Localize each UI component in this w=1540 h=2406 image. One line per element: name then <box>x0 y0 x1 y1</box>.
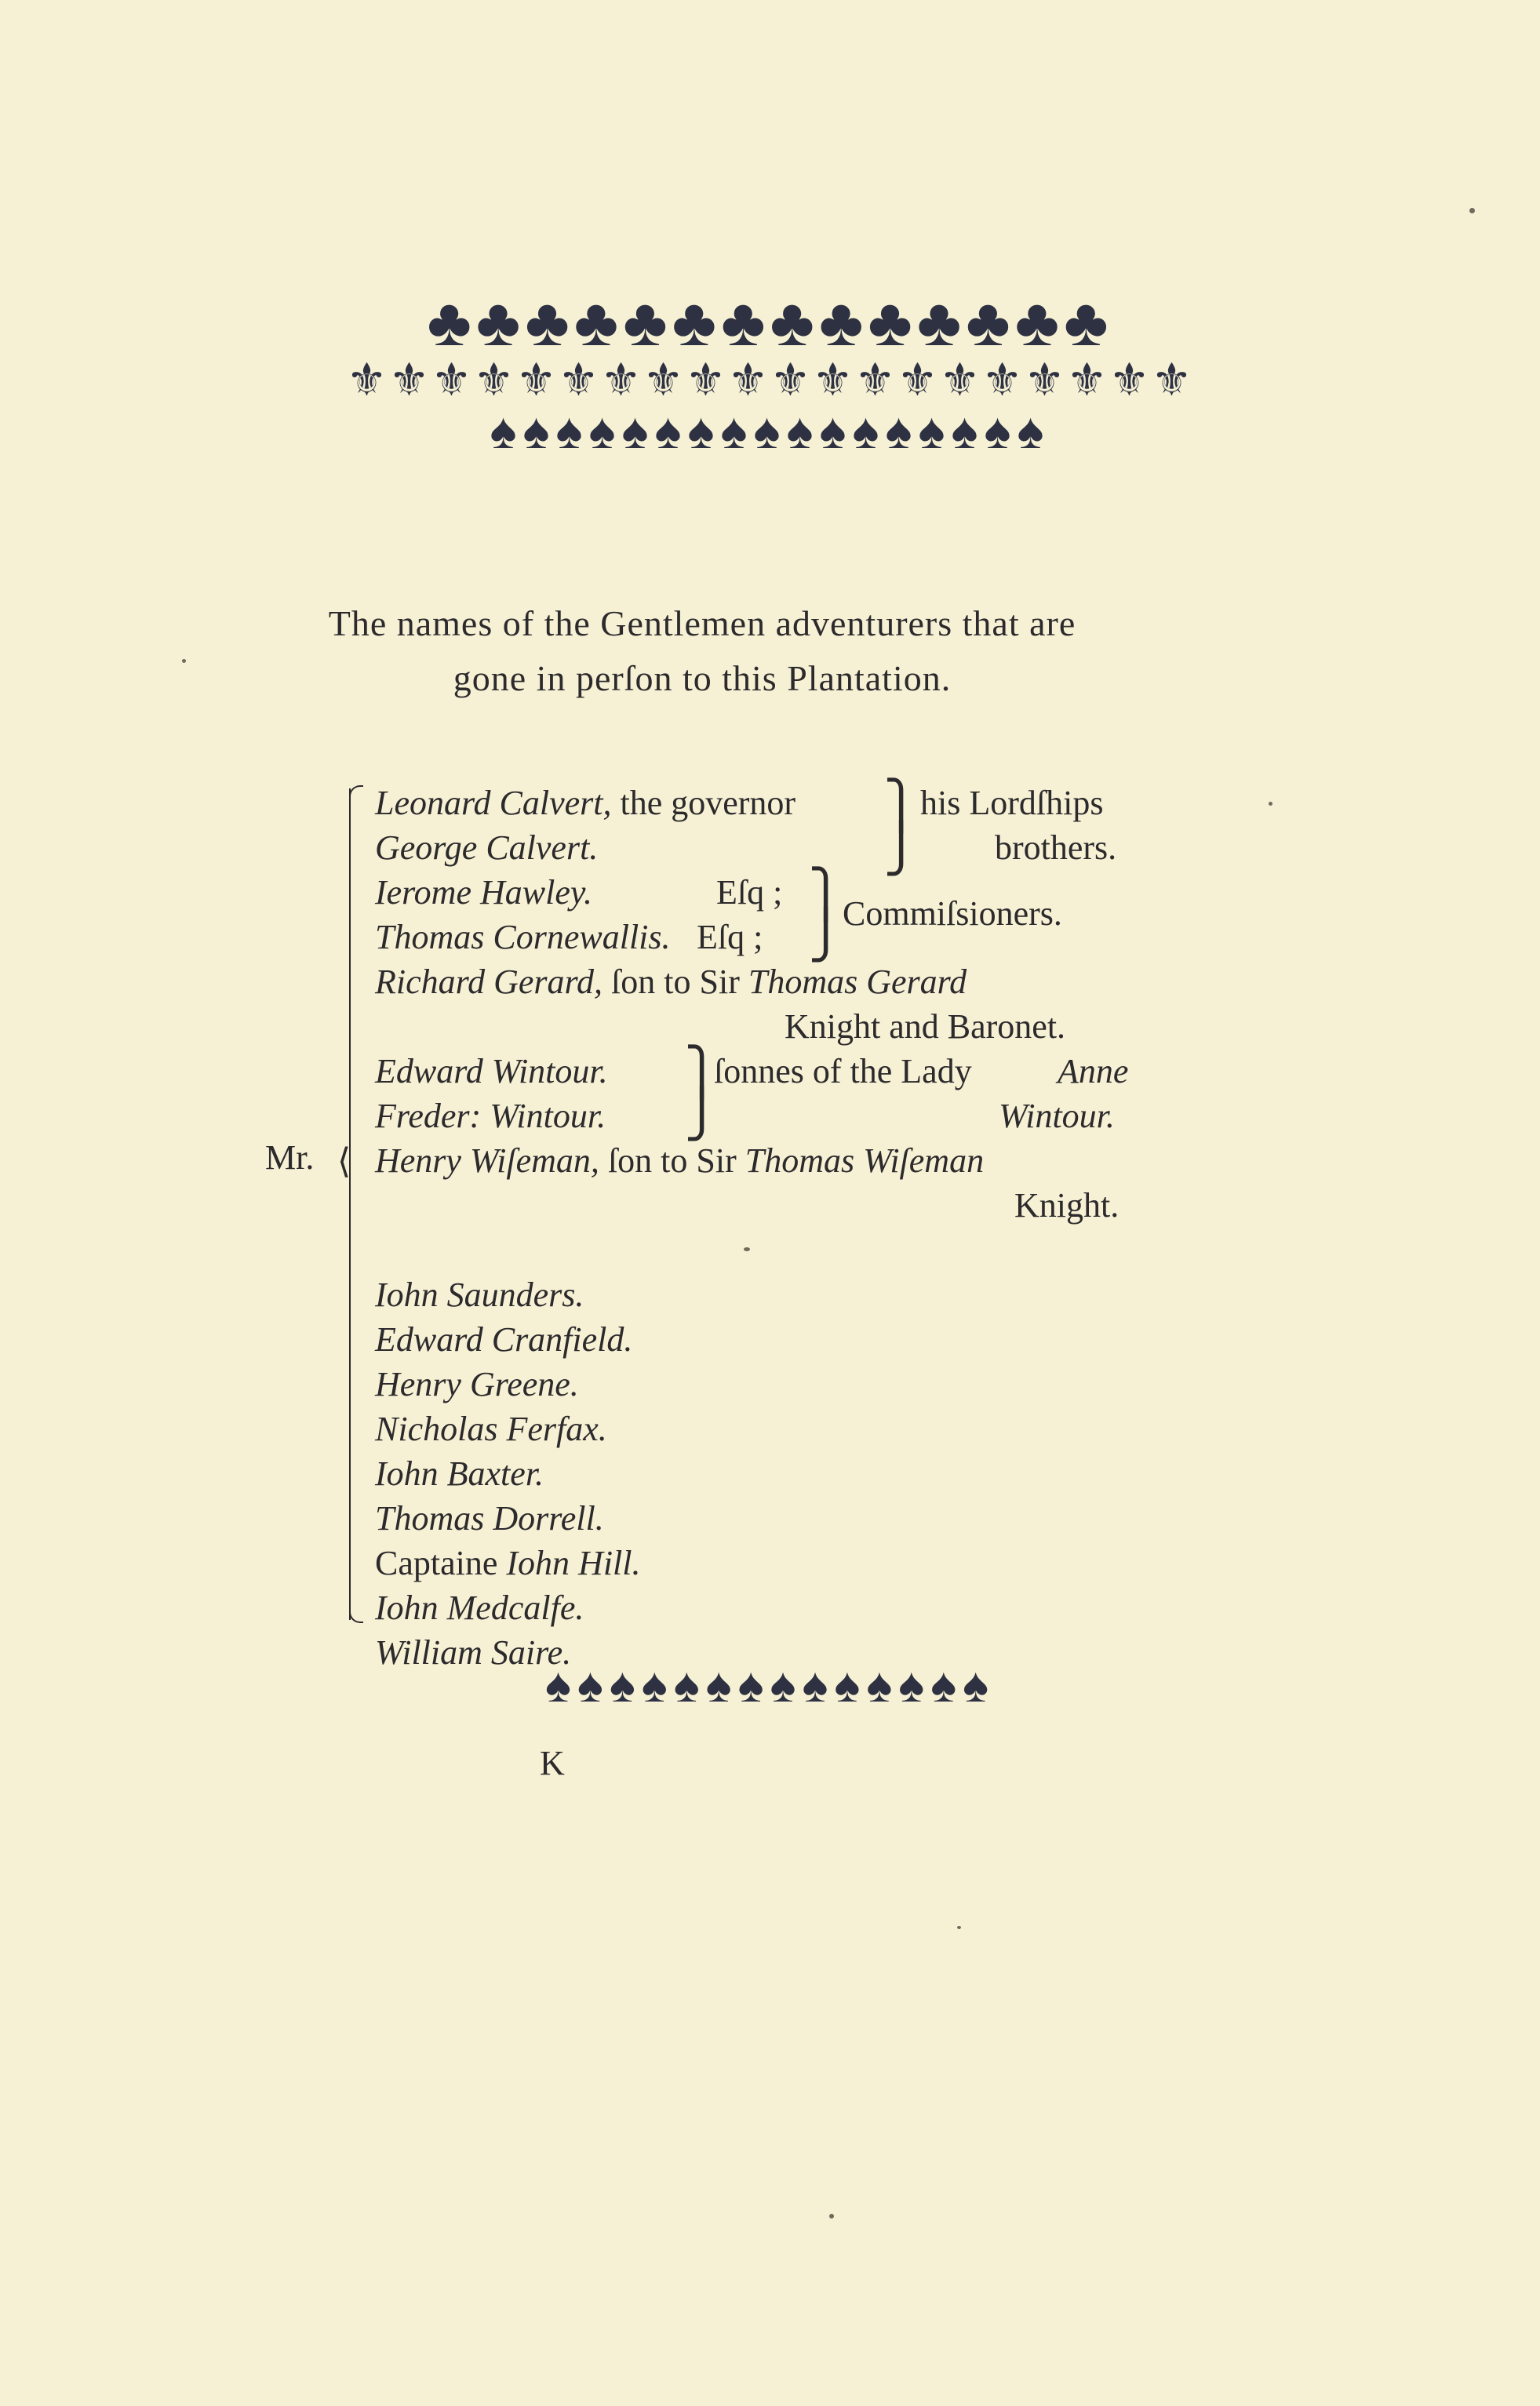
person-name: Edward Wintour. <box>375 1052 608 1090</box>
list-item <box>375 1004 1160 1049</box>
person-name: Henry Greene. <box>375 1365 579 1403</box>
ornament-row: ♠♠♠♠♠♠♠♠♠♠♠♠♠♠ <box>544 1659 996 1713</box>
paper-speck <box>1269 802 1272 806</box>
right-brace: ⎭ <box>684 1088 719 1140</box>
person-name: Henry Wiſeman, <box>375 1141 599 1180</box>
list-item <box>375 1496 1160 1541</box>
list-item <box>375 823 1160 875</box>
person-name: Iohn Hill. <box>506 1544 641 1582</box>
signature-mark: K <box>540 1744 566 1782</box>
page-title <box>259 596 1145 706</box>
bottom-ornament <box>402 1659 1139 1713</box>
left-brace <box>349 788 362 1620</box>
person-desc: ſon to Sir <box>599 1141 745 1180</box>
group-note: his Lordſhips <box>920 784 1104 822</box>
person-rank: Captaine <box>375 1544 507 1582</box>
group-note: Commiſsioners. <box>843 894 1062 933</box>
list-item <box>375 1451 1160 1496</box>
paper-speck <box>1469 208 1475 213</box>
parent-name: Anne <box>1058 1052 1129 1090</box>
person-desc: the governor <box>611 784 796 822</box>
group-note: brothers. <box>995 828 1117 867</box>
right-brace: ⎭ <box>808 909 843 961</box>
ornament-row: ⚜⚜⚜⚜⚜⚜⚜⚜⚜⚜⚜⚜⚜⚜⚜⚜⚜⚜⚜⚜ <box>346 355 1194 406</box>
other-adventurers <box>375 1272 1160 1675</box>
list-item <box>375 1585 1160 1630</box>
adventurers-list <box>375 781 1160 1675</box>
mr-label: Mr. <box>265 1138 315 1177</box>
person-name: Iohn Saunders. <box>375 1276 584 1314</box>
list-item <box>375 959 1160 1004</box>
right-brace: ⎭ <box>883 823 919 875</box>
list-item <box>375 1138 1160 1183</box>
title-line: The names of the Gentlemen adventurers that are <box>328 603 1076 643</box>
right-brace: ⎫ <box>883 780 919 832</box>
person-name: Nicholas Ferfax. <box>375 1410 607 1448</box>
person-name: Leonard Calvert, <box>375 784 612 822</box>
person-desc-cont: Knight. <box>1014 1186 1120 1225</box>
brace-point: ⟨ <box>337 1142 351 1181</box>
list-item <box>375 1183 1160 1228</box>
parent-name: Thomas Gerard <box>748 963 967 1001</box>
ornament-row: ♣♣♣♣♣♣♣♣♣♣♣♣♣♣ <box>427 285 1113 360</box>
paper-speck <box>829 2214 834 2219</box>
right-brace: ⎫ <box>808 868 843 920</box>
person-name: Ierome Hawley. <box>375 873 592 912</box>
title-line: gone in perſon to this Plantation. <box>453 658 952 698</box>
list-item <box>375 1272 1160 1317</box>
paper-speck <box>957 1926 961 1929</box>
person-name: Richard Gerard, <box>375 963 603 1001</box>
list-item <box>375 894 1160 959</box>
top-ornament <box>335 285 1206 459</box>
list-item <box>375 1094 1160 1138</box>
person-name: Iohn Baxter. <box>375 1454 544 1493</box>
person-name: George Calvert. <box>375 828 599 867</box>
person-name: Thomas Dorrell. <box>375 1499 604 1538</box>
person-name: Edward Cranfield. <box>375 1320 633 1359</box>
title-esq: Eſq ; <box>716 873 783 912</box>
list-item <box>375 781 1160 825</box>
person-name: Iohn Medcalfe. <box>375 1589 584 1627</box>
parent-name: Wintour. <box>999 1097 1115 1135</box>
paper-speck <box>744 1247 750 1251</box>
person-name: Freder: Wintour. <box>375 1097 606 1135</box>
list-item <box>375 1317 1160 1362</box>
right-brace: ⎫ <box>684 1046 719 1098</box>
list-item <box>375 1046 1160 1098</box>
person-desc-cont: Knight and Baronet. <box>785 1007 1066 1046</box>
ornament-row: ♠♠♠♠♠♠♠♠♠♠♠♠♠♠♠♠♠ <box>490 403 1050 459</box>
person-name: William Saire. <box>375 1633 572 1672</box>
list-item <box>375 1541 1160 1585</box>
list-item <box>375 1362 1160 1407</box>
list-item <box>375 1407 1160 1451</box>
person-desc: ſonnes of the Lady <box>714 1052 972 1090</box>
paper-speck <box>182 659 186 663</box>
person-desc: ſon to Sir <box>603 963 748 1001</box>
title-esq: Eſq ; <box>697 918 763 956</box>
person-name: Thomas Cornewallis. <box>375 918 671 956</box>
spacer <box>375 1228 1160 1272</box>
parent-name: Thomas Wiſeman <box>745 1141 985 1180</box>
